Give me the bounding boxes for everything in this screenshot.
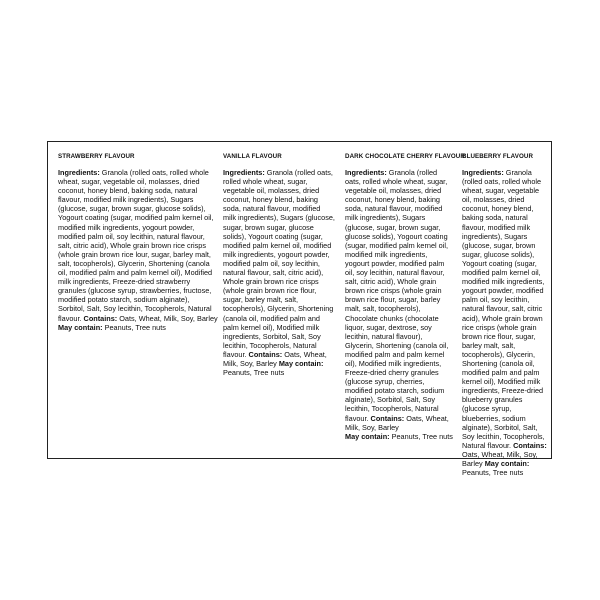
ingredients-list: Granola (rolled oats, rolled whole wheat, sugar, vegetable oil, molasses, dried coconut, honey blend, baking soda, natural flavour, modified milk ingredients), Sugars (glucose, sugar, brown sugar, glucose solids), Yogourt coating (sugar, modified palm kernel oil, modified milk ingredients, yogourt powder, modified palm oil, soy lecithin, natural flavour, salt, citric acid), Whole grain brown rice crisps (whole grain brown rice flour, sugar, barley malt, salt, tocopherols), Chocolate chunks (chocolate liquor, sugar, dextrose, soy lecithin, natural flavour), Glycerin, Shortening (canola oil, modified palm and palm kernel oil), Modified milk ingredients, Freeze-dried cherry granules (glucose syrup, cherries, modified potato starch, sodium alginate), Sorbitol, Salt, Soy lecithin, Tocopherols, Natural flavour. [345, 168, 449, 423]
ingredients-label: Ingredients: [345, 168, 387, 177]
ingredient-label-panel [47, 141, 552, 478]
flavour-title: DARK CHOCOLATE CHERRY FLAVOUR [345, 153, 465, 160]
ingredients-list: Granola (rolled oats, rolled whole wheat, sugar, vegetable oil, molasses, dried coconut, honey blend, baking soda, natural flavour, modified milk ingredients), Sugars (glucose, sugar, brown sugar, glucose solids), Yogourt coating (sugar, modified palm kernel oil, modified milk ingredients, yogourt powder, modified palm oil, soy lecithin, natural flavour, salt, citric acid), Whole grain brown rice crisps (whole grain brown rice flour, sugar, barley malt, salt, tocopherols), Glycerin, Shortening (canola oil, modified palm and palm kernel oil), Modified milk ingredients, Sorbitol, Salt, Soy lecithin, Tocopherols, Natural flavour. [223, 168, 335, 359]
flavour-title: BLUEBERRY FLAVOUR [462, 153, 534, 160]
flavour-title: VANILLA FLAVOUR [223, 153, 282, 160]
blueberry-flavour-column [462, 142, 548, 477]
contains-list: Oats, Wheat, Milk, Soy, Barley [223, 349, 327, 368]
may-contain-label: May contain: [276, 358, 324, 368]
flavour-title: STRAWBERRY FLAVOUR [58, 153, 135, 160]
contains-label: Contains: [81, 313, 118, 323]
contains-label: Contains: [511, 440, 547, 450]
ingredients-label: Ingredients: [58, 168, 100, 177]
dark-chocolate-cherry-flavour-column [345, 142, 465, 441]
ingredients-label: Ingredients: [462, 168, 504, 177]
vanilla-flavour-column [223, 142, 335, 377]
contains-label: Contains: [246, 349, 283, 359]
ingredients-list: Granola (rolled oats, rolled whole wheat, sugar, vegetable oil, molasses, dried coconut, honey blend, baking soda, natural flavour, modified milk ingredients), Sugars (glucose, sugar, brown sugar, glucose solids), Yogourt coating (sugar, modified palm kernel oil, modified milk ingredients, yogourt powder, modified palm oil, soy lecithin, natural flavour, salt, citric acid), Whole grain brown rice crisps (whole grain brown rice flour, sugar, barley malt, salt, tocopherols), Glycerin, Shortening (canola oil, modified palm and palm kernel oil), Modified milk ingredients, Freeze-dried blueberry granules (glucose syrup, blueberries, sodium alginate), Sorbitol, Salt, Soy lecithin, Tocopherols, Natural flavour. [462, 168, 545, 450]
strawberry-flavour-column [58, 142, 218, 332]
contains-label: Contains: [368, 413, 405, 423]
contains-list: Oats, Wheat, Milk, Soy, Barley [345, 413, 449, 432]
may-contain-list: Peanuts, Tree nuts [389, 431, 453, 441]
contains-list: Oats, Wheat, Milk, Soy, Barley [117, 313, 218, 323]
ingredients-label: Ingredients: [223, 168, 265, 177]
may-contain-list: Peanuts, Tree nuts [102, 322, 166, 332]
ingredients-text [58, 168, 218, 332]
ingredients-text [462, 168, 548, 477]
may-contain-label: May contain: [482, 459, 530, 468]
may-contain-list: Peanuts, Tree nuts [462, 468, 524, 478]
contains-list: Oats, Wheat, Milk, Soy, Barley [462, 449, 538, 468]
may-contain-label: May contain: [345, 431, 390, 441]
ingredients-text [345, 168, 453, 441]
may-contain-label: May contain: [58, 322, 103, 332]
may-contain-list: Peanuts, Tree nuts [223, 368, 285, 378]
ingredients-text [223, 168, 335, 377]
ingredients-list: Granola (rolled oats, rolled whole wheat, sugar, vegetable oil, molasses, dried coconut, honey blend, baking soda, natural flavour, modified milk ingredients), Sugars (glucose, sugar, brown sugar, glucose solids), Yogourt coating (sugar, modified palm kernel oil, modified milk ingredients, yogourt powder, modified palm oil, soy lecithin, natural flavour, salt, citric acid), Whole grain brown rice crisps (whole grain brown rice lour, sugar, barley malt, salt, tocopherols), Glycerin, Shortening (canola oil, modified palm and palm kernel oil), Modified milk ingredients, Freeze-dried strawberry granules (glucose syrup, strawberries, fructose, modified potato starch, sodium alginate), Sorbitol, Salt, Soy lecithin, Tocopherols, Natural flavour. [58, 168, 214, 323]
